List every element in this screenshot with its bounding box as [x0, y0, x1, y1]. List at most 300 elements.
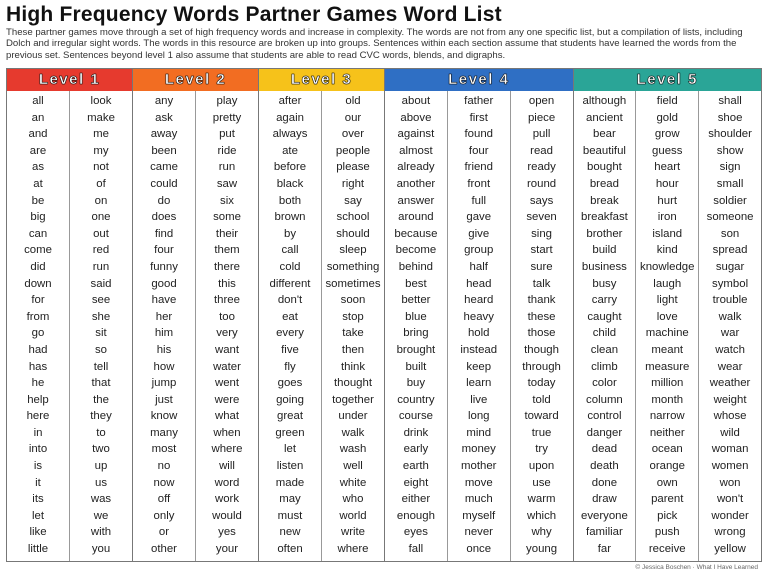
word-item: run [218, 161, 236, 174]
word-item: break [590, 194, 619, 207]
word-item: in [33, 426, 43, 439]
word-item: learn [466, 377, 492, 390]
word-item: his [156, 343, 172, 356]
word-item: walk [341, 426, 365, 439]
word-item: gave [466, 211, 492, 224]
word-item: when [213, 426, 241, 439]
word-item: does [151, 211, 177, 224]
word-item: well [343, 460, 363, 473]
word-item: be [31, 194, 45, 207]
word-item: my [93, 144, 109, 157]
level-4-section [385, 68, 574, 562]
word-item: brown [274, 211, 306, 224]
word-item: pick [657, 509, 678, 522]
word-item: said [90, 277, 112, 290]
word-item: buy [406, 377, 426, 390]
word-item: orange [649, 460, 685, 473]
word-item: business [581, 260, 627, 273]
level-5-header: Level 5 [574, 69, 762, 91]
word-item: drink [403, 426, 429, 439]
word-item: new [279, 526, 301, 539]
word-item: off [157, 493, 171, 506]
word-item: help [27, 393, 49, 406]
word-item: front [467, 177, 491, 190]
word-item: bread [589, 177, 619, 190]
word-item: most [151, 443, 177, 456]
word-item: never [464, 526, 493, 539]
word-item: start [530, 244, 553, 257]
word-item: blue [405, 310, 427, 323]
word-item: only [153, 509, 175, 522]
level-3-header: Level 3 [259, 69, 384, 91]
word-item: out [93, 227, 109, 240]
word-item: can [28, 227, 48, 240]
word-item: give [468, 227, 490, 240]
word-item: all [32, 95, 44, 107]
word-item: column [586, 393, 623, 406]
word-item: another [396, 177, 436, 190]
word-item: cold [279, 260, 301, 273]
word-item: up [94, 460, 108, 473]
word-item: eyes [403, 526, 428, 539]
word-item: seven [526, 211, 557, 224]
word-item: toward [524, 410, 559, 423]
word-item: shoulder [708, 128, 752, 141]
word-item: against [397, 128, 435, 141]
word-item: show [716, 144, 744, 157]
word-item: read [530, 144, 553, 157]
word-item: come [24, 244, 52, 257]
word-item: almost [399, 144, 433, 157]
word-item: says [529, 194, 554, 207]
word-item: become [395, 244, 437, 257]
word-item: five [281, 343, 299, 356]
word-item: or [158, 526, 170, 539]
word-item: both [278, 194, 302, 207]
word-item: from [26, 310, 50, 323]
word-item: knowledge [640, 260, 695, 273]
word-item: big [30, 211, 46, 224]
word-item: goes [277, 377, 303, 390]
word-item: myself [462, 509, 496, 522]
word-item: old [345, 95, 361, 107]
word-item: machine [645, 327, 689, 340]
word-item: of [96, 177, 106, 190]
word-item: live [470, 393, 488, 406]
word-item: thank [527, 294, 556, 307]
word-item: by [283, 227, 297, 240]
word-item: those [527, 327, 556, 340]
word-item: true [531, 426, 552, 439]
word-item: climb [591, 360, 618, 373]
word-item: let [31, 509, 45, 522]
word-item: though [524, 343, 559, 356]
word-item: very [216, 327, 238, 340]
word-item: symbol [712, 277, 749, 290]
level-5-section [574, 68, 763, 562]
word-item: an [31, 111, 45, 124]
word-item: hold [467, 327, 490, 340]
word-item: grow [654, 128, 680, 141]
word-item: into [28, 443, 48, 456]
word-item: mind [466, 426, 492, 439]
word-item: know [150, 410, 178, 423]
word-item: want [214, 343, 240, 356]
level-4-column-1 [385, 91, 447, 561]
word-item: around [398, 211, 434, 224]
word-item: not [93, 161, 109, 174]
word-item: do [157, 194, 171, 207]
word-item: on [94, 194, 108, 207]
word-item: would [212, 509, 242, 522]
word-item: go [31, 327, 45, 340]
word-item: wrong [714, 526, 746, 539]
word-item: her [155, 310, 173, 323]
word-item: move [464, 476, 493, 489]
word-item: bring [403, 327, 429, 340]
word-item: women [711, 460, 749, 473]
word-item: will [219, 460, 235, 473]
word-item: dead [591, 443, 618, 456]
word-item: fall [408, 543, 424, 556]
word-item: iron [657, 211, 677, 224]
level-3-column-1 [259, 91, 321, 561]
word-item: me [93, 128, 109, 141]
word-item: have [151, 294, 177, 307]
word-item: wild [720, 426, 740, 439]
word-item: it [35, 476, 41, 489]
word-item: mother [461, 460, 497, 473]
word-item: island [652, 227, 683, 240]
word-item: found [464, 128, 493, 141]
word-item: young [526, 543, 558, 556]
intro-paragraph: These partner games move through a set of high frequency words and increase in complexity. The words are not from any one specific list, but a compilation of lists, including Dolch and irregular sight words. The words in this resource are broken up into groups. Sentences within each section assume that students have learned the words from the previous set. Sentences beyond level 1 also assume that students are able to read CVC words, blends, and digraphs. [6, 27, 743, 61]
word-item: build [592, 244, 617, 257]
word-item: someone [706, 211, 754, 224]
word-item: just [155, 393, 173, 406]
word-item: friend [464, 161, 493, 174]
word-item: you [91, 543, 111, 556]
level-2-header: Level 2 [133, 69, 258, 91]
word-item: could [150, 177, 178, 190]
word-item: here [26, 410, 50, 423]
word-item: white [339, 476, 367, 489]
word-item: take [342, 327, 364, 340]
word-item: heard [464, 294, 494, 307]
word-item: control [587, 410, 622, 423]
word-item: this [218, 277, 236, 290]
word-item: color [592, 377, 617, 390]
word-item: make [87, 111, 115, 124]
level-3-column-2 [321, 91, 384, 561]
word-item: look [90, 95, 112, 107]
word-item: where [211, 443, 243, 456]
word-item: did [30, 260, 46, 273]
word-item: bought [586, 161, 622, 174]
word-item: beautiful [582, 144, 626, 157]
word-item: think [340, 360, 366, 373]
word-item: write [340, 526, 366, 539]
word-item: heavy [463, 310, 494, 323]
word-item: listen [276, 460, 304, 473]
level-2-column-1 [133, 91, 195, 561]
word-item: wonder [711, 509, 749, 522]
word-item: great [277, 410, 303, 423]
word-item: often [277, 543, 303, 556]
word-item: talk [532, 277, 551, 290]
word-item: better [401, 294, 431, 307]
word-item: three [214, 294, 240, 307]
word-item: small [716, 177, 744, 190]
word-item: tell [93, 360, 109, 373]
word-item: draw [592, 493, 617, 506]
word-item: are [29, 144, 47, 157]
word-item: once [466, 543, 492, 556]
word-item: field [656, 95, 678, 107]
word-item: pretty [212, 111, 242, 124]
word-item: shall [718, 95, 742, 107]
word-item: death [590, 460, 619, 473]
word-item: weight [713, 393, 747, 406]
word-item: going [276, 393, 304, 406]
word-item: your [215, 543, 239, 556]
level-1-column-1 [7, 91, 69, 561]
word-item: say [344, 194, 362, 207]
word-item: us [94, 476, 108, 489]
word-item: four [468, 144, 489, 157]
word-item: may [279, 493, 301, 506]
word-item: built [405, 360, 427, 373]
word-item: meant [651, 343, 684, 356]
level-5-column-2 [635, 91, 698, 561]
word-item: some [213, 211, 241, 224]
word-item: wash [339, 443, 367, 456]
word-item: four [154, 244, 174, 257]
word-item: weather [709, 377, 751, 390]
word-item: sugar [715, 260, 745, 273]
word-item: too [219, 310, 235, 323]
word-item: with [90, 526, 112, 539]
word-item: been [151, 144, 177, 157]
word-item: narrow [649, 410, 685, 423]
word-item: brother [586, 227, 623, 240]
word-item: find [154, 227, 174, 240]
word-item: under [338, 410, 368, 423]
word-item: sign [719, 161, 741, 174]
word-item: sure [530, 260, 553, 273]
word-item: which [527, 509, 557, 522]
word-item: were [214, 393, 240, 406]
word-item: there [214, 260, 240, 273]
level-2-column-2 [195, 91, 258, 561]
word-item: let [283, 443, 297, 456]
word-item: sit [95, 327, 107, 340]
word-item: million [651, 377, 684, 390]
word-item: far [597, 543, 612, 556]
word-item: black [276, 177, 304, 190]
word-item: was [90, 493, 112, 506]
word-item: like [29, 526, 47, 539]
word-item: use [532, 476, 551, 489]
word-item: green [275, 426, 305, 439]
word-item: again [276, 111, 304, 124]
word-item: money [461, 443, 496, 456]
word-item: saw [216, 177, 238, 190]
word-item: other [151, 543, 177, 556]
word-item: why [531, 526, 552, 539]
word-item: every [276, 327, 304, 340]
word-item: either [401, 493, 431, 506]
word-item: him [154, 327, 174, 340]
word-item: see [91, 294, 111, 307]
word-item: father [464, 95, 494, 107]
word-item: caught [587, 310, 622, 323]
word-item: people [335, 144, 371, 157]
word-item: they [90, 410, 112, 423]
word-item: we [93, 509, 109, 522]
level-4-column-3 [510, 91, 573, 561]
word-item: best [405, 277, 427, 290]
word-item: their [215, 227, 239, 240]
word-item: stop [342, 310, 364, 323]
word-item: our [344, 111, 362, 124]
word-item: together [332, 393, 374, 406]
word-item: receive [648, 543, 686, 556]
word-item: trouble [712, 294, 748, 307]
word-item: woman [711, 443, 749, 456]
word-item: bear [593, 128, 616, 141]
word-item: hour [655, 177, 679, 190]
word-item: instead [460, 343, 498, 356]
word-item: put [219, 128, 235, 141]
word-item: sleep [339, 244, 367, 257]
word-item: measure [645, 360, 690, 373]
word-item: done [591, 476, 618, 489]
word-item: before [273, 161, 307, 174]
word-item: little [27, 543, 49, 556]
word-item: run [92, 260, 110, 273]
word-item: spread [712, 244, 748, 257]
level-2-section [133, 68, 259, 562]
word-item: six [220, 194, 234, 207]
word-item: red [92, 244, 110, 257]
level-4-header: Level 4 [385, 69, 573, 91]
word-item: push [654, 526, 680, 539]
word-item: and [28, 128, 48, 141]
word-item: soon [340, 294, 366, 307]
word-item: hurt [657, 194, 678, 207]
word-item: won't [716, 493, 744, 506]
word-item: that [91, 377, 111, 390]
word-item: good [151, 277, 177, 290]
word-item: sing [531, 227, 553, 240]
word-item: please [336, 161, 370, 174]
word-item: always [272, 128, 308, 141]
word-item: about [401, 95, 431, 107]
word-item: went [214, 377, 240, 390]
word-item: call [281, 244, 299, 257]
word-item: breakfast [580, 211, 628, 224]
word-item: open [528, 95, 555, 107]
word-item: has [28, 360, 48, 373]
word-item: right [341, 177, 365, 190]
word-item: laugh [653, 277, 682, 290]
word-item: course [398, 410, 434, 423]
word-item: above [400, 111, 432, 124]
word-item: no [157, 460, 171, 473]
word-item: whose [713, 410, 747, 423]
word-item: child [592, 327, 617, 340]
word-item: much [464, 493, 493, 506]
word-item: eight [403, 476, 429, 489]
word-item: water [213, 360, 241, 373]
word-item: light [656, 294, 678, 307]
word-item: work [214, 493, 240, 506]
word-item: something [326, 260, 380, 273]
word-item: eat [282, 310, 298, 323]
word-item: told [532, 393, 551, 406]
word-item: jump [151, 377, 177, 390]
word-item: yes [218, 526, 236, 539]
word-item: don't [277, 294, 303, 307]
word-item: over [341, 128, 365, 141]
copyright-footer: © Jessica Boschen · What I Have Learned [635, 564, 758, 571]
word-item: yellow [714, 543, 746, 556]
word-item: danger [586, 426, 623, 439]
word-item: wear [717, 360, 743, 373]
word-item: own [656, 476, 678, 489]
word-item: she [91, 310, 111, 323]
word-item: for [31, 294, 45, 307]
word-item: brought [396, 343, 436, 356]
word-item: month [651, 393, 684, 406]
word-item: soldier [713, 194, 747, 207]
word-item: as [31, 161, 45, 174]
word-item: is [33, 460, 43, 473]
word-item: these [527, 310, 556, 323]
word-item: play [216, 95, 238, 107]
word-item: full [471, 194, 487, 207]
word-item: funny [150, 260, 178, 273]
word-item: away [150, 128, 178, 141]
word-item: at [33, 177, 43, 190]
word-item: what [214, 410, 240, 423]
word-item: guess [652, 144, 683, 157]
word-item: school [336, 211, 370, 224]
word-item: keep [466, 360, 492, 373]
word-item: two [92, 443, 110, 456]
word-item: long [467, 410, 490, 423]
word-item: busy [592, 277, 617, 290]
word-item: who [342, 493, 364, 506]
word-item: so [94, 343, 108, 356]
word-item: war [720, 327, 740, 340]
word-item: because [394, 227, 438, 240]
word-item: piece [527, 111, 556, 124]
level-4-column-2 [447, 91, 510, 561]
word-item: today [527, 377, 556, 390]
word-item: won [719, 476, 741, 489]
word-item: after [278, 95, 302, 107]
word-item: thought [333, 377, 372, 390]
word-item: behind [398, 260, 434, 273]
word-item: had [28, 343, 48, 356]
word-item: sometimes [325, 277, 381, 290]
level-3-section [259, 68, 385, 562]
page-title: High Frequency Words Partner Games Word List [6, 3, 502, 26]
word-item: must [277, 509, 303, 522]
word-item: how [153, 360, 175, 373]
